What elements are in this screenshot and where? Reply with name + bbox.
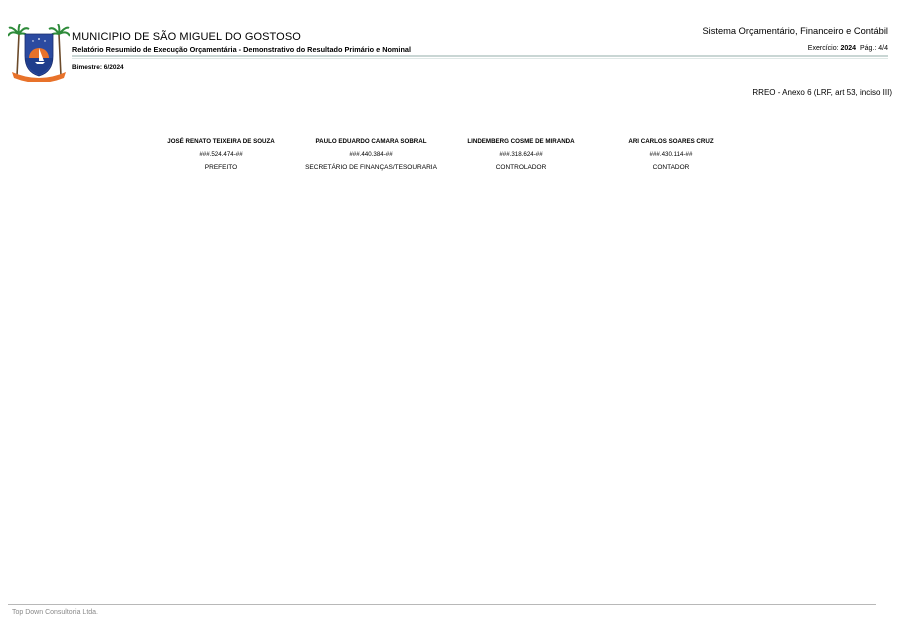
system-name: Sistema Orçamentário, Financeiro e Contábil	[702, 26, 888, 36]
signature-block	[146, 138, 746, 171]
signatory-role: CONTADOR	[652, 164, 690, 171]
signatory-role: SECRETÁRIO DE FINANÇAS/TESOURARIA	[305, 164, 437, 171]
municipal-coat-of-arms-icon	[8, 24, 70, 82]
footer-company: Top Down Consultoria Ltda.	[12, 609, 98, 616]
page-number: 4/4	[878, 45, 888, 52]
header-divider	[72, 55, 888, 57]
fiscal-year-and-page	[808, 45, 888, 52]
signatory-cpf: ###.524.474-##	[199, 151, 243, 158]
signature-controlador	[446, 138, 596, 171]
annex-reference: RREO - Anexo 6 (LRF, art 53, inciso III)	[752, 88, 892, 97]
header-divider-light	[72, 58, 888, 59]
signatory-cpf: ###.440.384-##	[349, 151, 393, 158]
signatory-name: PAULO EDUARDO CAMARA SOBRAL	[315, 138, 427, 145]
signatory-cpf: ###.430.114-##	[649, 151, 693, 158]
signatory-name: LINDEMBERG COSME DE MIRANDA	[467, 138, 575, 145]
signature-secretario	[296, 138, 446, 171]
signatory-role: PREFEITO	[204, 164, 238, 171]
page-label: Pág.:	[859, 45, 877, 52]
bimester-label: Bimestre: 6/2024	[72, 64, 124, 71]
fiscal-year-value: 2024	[840, 45, 857, 52]
municipality-name: MUNICIPIO DE SÃO MIGUEL DO GOSTOSO	[72, 31, 301, 43]
report-title: Relatório Resumido de Execução Orçamentária - Demonstrativo do Resultado Primário e Nominal	[72, 45, 411, 54]
footer-divider	[8, 604, 876, 605]
signatory-name: ARI CARLOS SOARES CRUZ	[628, 138, 714, 145]
signatory-role: CONTROLADOR	[495, 164, 547, 171]
signatory-name: JOSÉ RENATO TEIXEIRA DE SOUZA	[167, 138, 275, 145]
signatory-cpf: ###.318.624-##	[499, 151, 543, 158]
fiscal-year-label: Exercício:	[807, 45, 839, 52]
signature-prefeito	[146, 138, 296, 171]
signature-contador	[596, 138, 746, 171]
